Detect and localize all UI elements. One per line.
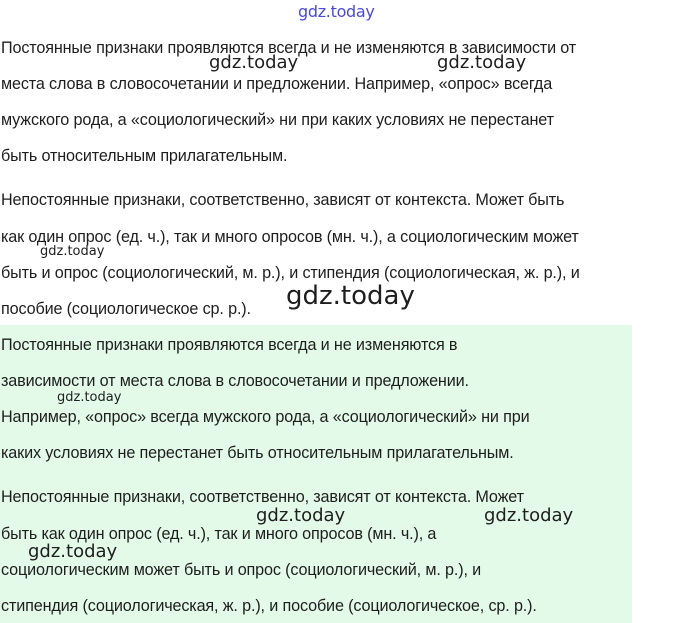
text-line: быть как один опрос (ед. ч.), так и много опросов (мн. ч.), а [1, 525, 437, 543]
site-logo[interactable]: gdz.today [298, 2, 375, 21]
text-line: места слова в словосочетании и предложении. Например, «опрос» всегда [1, 75, 553, 93]
text-line: стипендия (социологическая, ж. р.), и пособие (социологическое, ср. р.). [1, 597, 537, 615]
watermark: gdz.today [209, 52, 299, 73]
watermark: gdz.today [40, 244, 105, 259]
watermark: gdz.today [484, 505, 574, 526]
text-line: Постоянные признаки проявляются всегда и не изменяются в зависимости от [1, 39, 577, 57]
text-line: Непостоянные признаки, соответственно, зависят от контекста. Может [1, 488, 524, 506]
watermark: gdz.today [256, 505, 346, 526]
watermark: gdz.today [28, 541, 118, 562]
text-line: быть и опрос (социологический, м. р.), и стипендия (социологическая, ж. р.), и [1, 264, 580, 282]
text-line: каких условиях не перестанет быть относительным прилагательным. [1, 444, 514, 462]
text-line: зависимости от места слова в словосочетании и предложении. [1, 372, 469, 390]
text-line: мужского рода, а «социологический» ни при каких условиях не перестанет [1, 111, 554, 129]
text-line: как один опрос (ед. ч.), так и много опросов (мн. ч.), а социологическим может [1, 228, 579, 246]
text-line: Постоянные признаки проявляются всегда и не изменяются в [1, 336, 458, 354]
watermark: gdz.today [286, 281, 415, 311]
text-line: Непостоянные признаки, соответственно, зависят от контекста. Может быть [1, 191, 565, 209]
text-line: Например, «опрос» всегда мужского рода, а «социологический» ни при [1, 408, 530, 426]
text-line: социологическим может быть и опрос (социологический, м. р.), и [1, 561, 482, 579]
text-line: пособие (социологическое ср. р.). [1, 300, 251, 318]
watermark: gdz.today [57, 390, 122, 405]
watermark: gdz.today [437, 52, 527, 73]
text-line: быть относительным прилагательным. [1, 147, 288, 165]
